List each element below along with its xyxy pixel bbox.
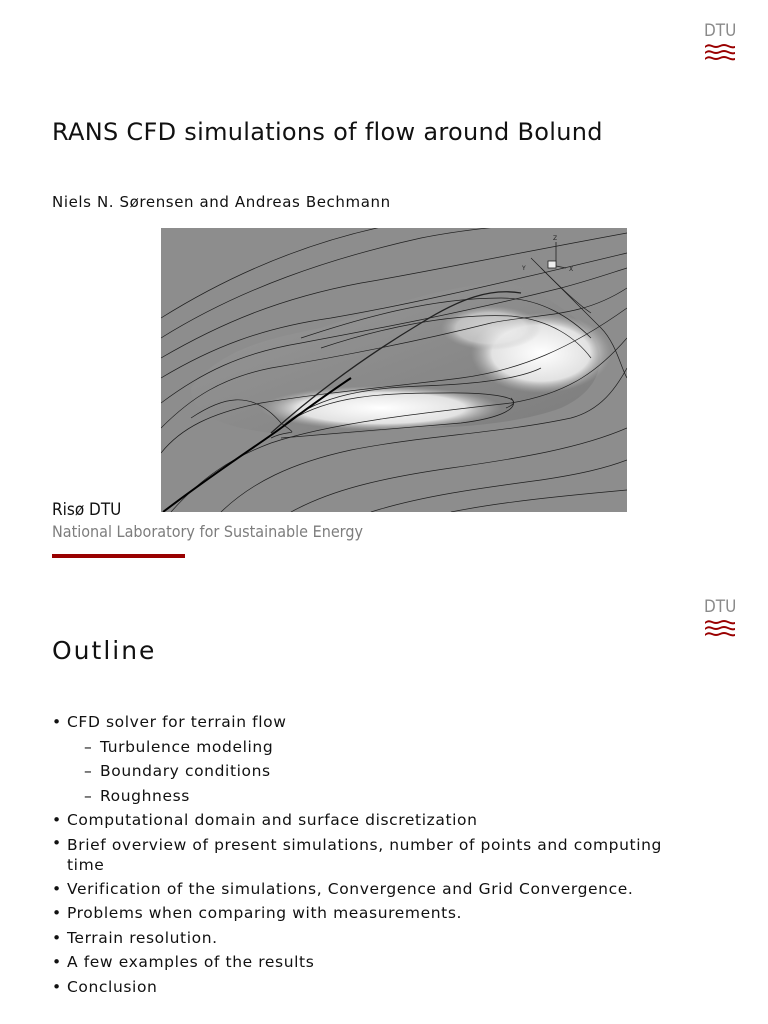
outline-subitem: – Roughness (52, 784, 702, 809)
slide-title: RANS CFD simulations of flow around Bolund (52, 118, 603, 146)
dtu-logo (704, 598, 736, 637)
axis-label-x: X (569, 266, 574, 273)
axis-label-y: Y (522, 265, 526, 272)
dtu-logo-text: DTU (704, 597, 737, 617)
outline-item: • Computational domain and surface discretization (52, 808, 702, 833)
outline-item: • CFD solver for terrain flow (52, 710, 702, 735)
outline-subitem: – Boundary conditions (52, 759, 702, 784)
dtu-logo-mark-icon (704, 43, 736, 61)
authors: Niels N. Sørensen and Andreas Bechmann (52, 193, 391, 211)
dtu-logo-text: DTU (704, 21, 737, 41)
outline-item: • A few examples of the results (52, 950, 702, 975)
outline-item: • Terrain resolution. (52, 926, 702, 951)
outline-list (52, 710, 702, 999)
outline-item: • Problems when comparing with measurements. (52, 901, 702, 926)
outline-item: • Verification of the simulations, Convergence and Grid Convergence. (52, 877, 702, 902)
axis-label-z: Z (553, 235, 558, 242)
accent-bar (52, 554, 185, 558)
streamline-figure (161, 228, 627, 512)
outline-title: Outline (52, 636, 157, 665)
outline-slide (0, 576, 768, 1024)
institution-name: Risø DTU (52, 500, 122, 520)
dtu-logo-mark-icon (704, 619, 736, 637)
outline-item: • Conclusion (52, 975, 702, 1000)
outline-subitem: – Turbulence modeling (52, 735, 702, 760)
lab-name: National Laboratory for Sustainable Energy (52, 522, 363, 541)
dtu-logo (704, 22, 736, 61)
outline-item: • Brief overview of present simulations, number of points and computing time (52, 833, 702, 877)
